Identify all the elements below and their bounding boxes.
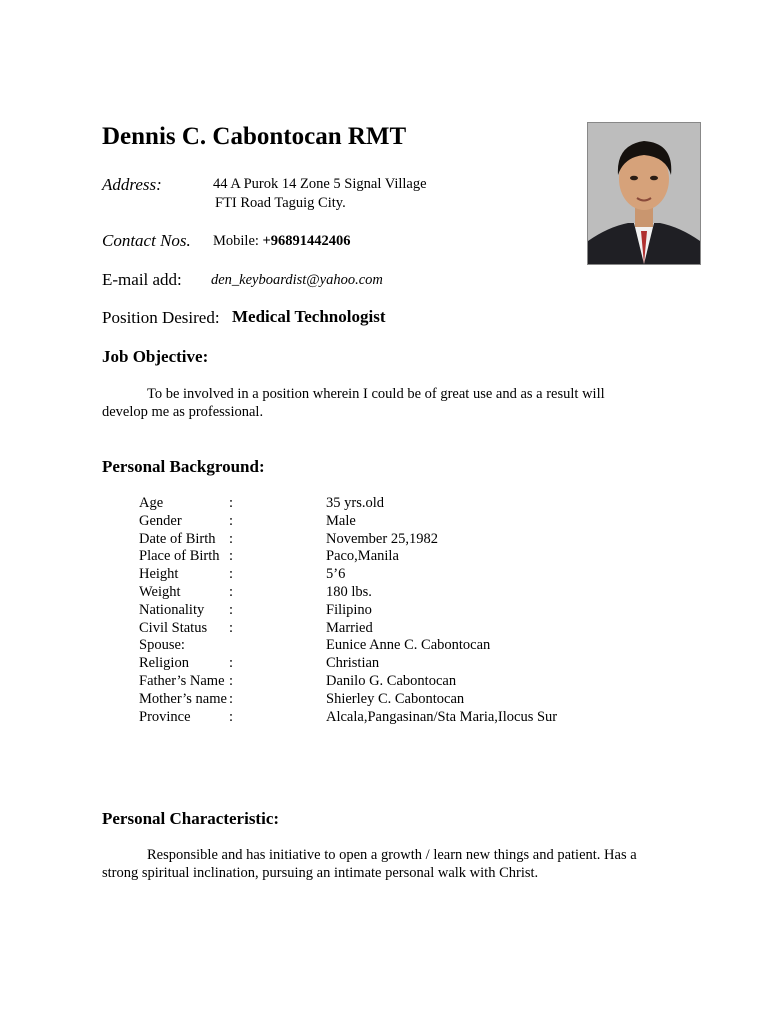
background-row-label: Height (139, 566, 179, 583)
portrait-illustration (588, 123, 700, 264)
address-label: Address: (102, 175, 162, 194)
background-row-value: November 25,1982 (326, 530, 438, 547)
background-row-value: Alcala,Pangasinan/Sta Maria,Ilocus Sur (326, 708, 558, 725)
job-objective-text (102, 385, 642, 421)
contact-label: Contact Nos. (102, 231, 191, 250)
background-row-colon: : (229, 584, 234, 600)
background-row-value: Paco,Manila (326, 548, 399, 565)
background-row-value: Eunice Anne C. Cabontocan (326, 637, 491, 654)
position-value: Medical Technologist (232, 307, 386, 326)
background-row-colon: : (229, 619, 234, 636)
email-label: E-mail add: (102, 270, 182, 289)
background-row-colon: : (229, 655, 234, 672)
background-row-label: Spouse: (139, 637, 185, 654)
background-row-label: Nationality (139, 601, 205, 618)
personal-characteristic-heading: Personal Characteristic: (102, 809, 280, 828)
job-objective-body: To be involved in a position wherein I could be of great use and as a result will develop me as professional. (102, 386, 605, 420)
applicant-name: Dennis C. Cabontocan RMT (102, 123, 407, 150)
background-row-colon: : (229, 512, 234, 529)
background-row-colon: : (229, 495, 234, 511)
address-line-1: 44 A Purok 14 Zone 5 Signal Village (213, 176, 427, 192)
position-label: Position Desired: (102, 308, 220, 327)
mobile-label: Mobile: (213, 233, 263, 249)
background-row-label: Date of Birth (139, 530, 216, 547)
mobile-field (213, 233, 351, 250)
applicant-photo (587, 122, 701, 265)
background-row-label: Civil Status (139, 619, 208, 636)
background-row-colon: : (229, 673, 234, 689)
background-row-value: 5’6 (326, 566, 346, 583)
address-line-2: FTI Road Taguig City. (215, 195, 346, 211)
background-row-label: Religion (139, 655, 189, 672)
personal-characteristic-body: Responsible and has initiative to open a growth / learn new things and patient. Has a strong spiritual inclination, pursuing an intimate personal walk with Christ. (102, 847, 637, 881)
background-row-colon: : (229, 548, 234, 565)
personal-characteristic-text (102, 846, 642, 882)
background-row-label: Place of Birth (139, 548, 220, 565)
background-row-colon: : (229, 601, 234, 618)
background-row-value: Danilo G. Cabontocan (326, 673, 457, 689)
background-row-label: Gender (139, 512, 182, 529)
background-row-value: Shierley C. Cabontocan (326, 690, 465, 707)
background-row-value: 180 lbs. (326, 584, 372, 600)
background-row-label: Province (139, 708, 191, 725)
background-row-value: Christian (326, 655, 380, 672)
background-row-value: Male (326, 512, 356, 529)
background-row-label: Mother’s name (139, 690, 227, 707)
background-row-colon: : (229, 708, 234, 725)
background-row-value: 35 yrs.old (326, 495, 384, 511)
background-row-colon: : (229, 530, 234, 547)
background-row-colon: : (229, 566, 234, 583)
background-row-value: Filipino (326, 601, 372, 618)
background-row-label: Father’s Name (139, 673, 225, 689)
personal-background-heading: Personal Background: (102, 457, 265, 476)
mobile-number: +96891442406 (262, 233, 351, 249)
job-objective-heading: Job Objective: (102, 347, 209, 366)
background-row-label: Weight (139, 584, 181, 600)
background-row-label: Age (139, 495, 164, 511)
background-row-value: Married (326, 619, 373, 636)
email-value[interactable]: den_keyboardist@yahoo.com (211, 272, 383, 288)
background-row-colon: : (229, 690, 234, 707)
